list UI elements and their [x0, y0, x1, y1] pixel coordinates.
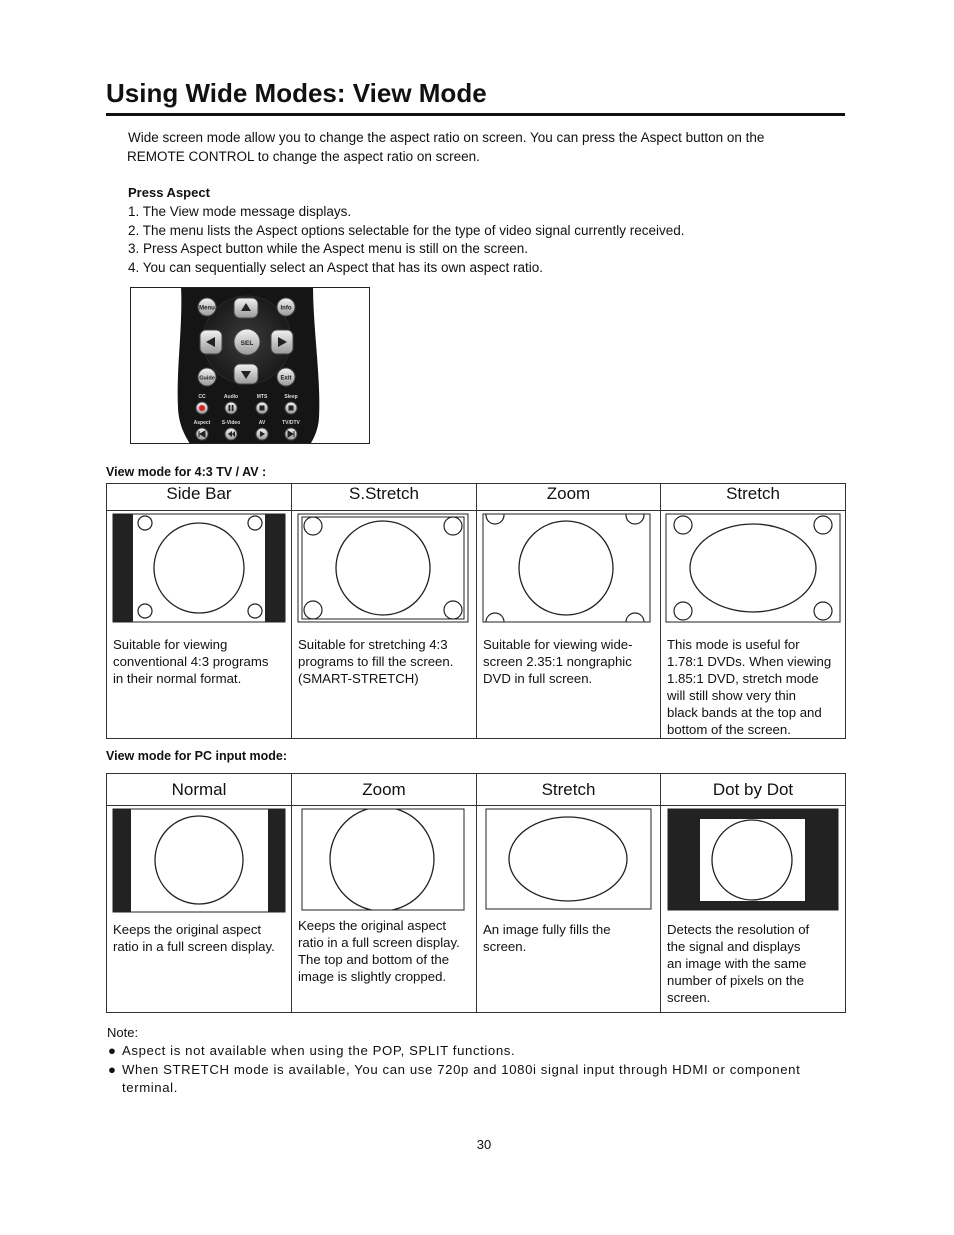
- desc-line: in their normal format.: [113, 671, 242, 686]
- tv-mode-cell: [107, 511, 292, 739]
- intro-line: REMOTE CONTROL to change the aspect ratio on screen.: [127, 149, 480, 164]
- pc-mode-description: [661, 921, 845, 1006]
- aspect-label: Aspect: [193, 420, 211, 426]
- tv-mode-description: [661, 636, 845, 738]
- pc-mode-cell: [661, 806, 846, 1013]
- step-item: 2. The menu lists the Aspect options selectable for the type of video signal currently received.: [128, 222, 685, 238]
- bullet-dot-icon: ●: [108, 1062, 117, 1077]
- tv-mode-name: Stretch: [661, 484, 846, 511]
- pc-mode-cell: [107, 806, 292, 1013]
- pc-mode-description: [292, 917, 476, 985]
- desc-line: The top and bottom of the: [298, 952, 450, 967]
- note-text: terminal.: [122, 1080, 178, 1095]
- desc-line: 1.85:1 DVD, stretch mode: [667, 671, 819, 686]
- tvdtv-label: TV/DTV: [282, 420, 300, 426]
- tv-mode-name: S.Stretch: [292, 484, 477, 511]
- pc-mode-cell: [477, 806, 661, 1013]
- remote-control-illustration: [130, 287, 370, 444]
- menu-button-label: Menu: [199, 305, 215, 312]
- note-heading: Note:: [107, 1025, 139, 1040]
- desc-line: Suitable for viewing: [113, 637, 228, 652]
- side-bar-diagram: [107, 511, 291, 631]
- info-button-label: Info: [280, 305, 292, 312]
- cc-label: CC: [198, 394, 206, 400]
- note-text: Aspect is not available when using the POP, SPLIT functions.: [122, 1043, 516, 1058]
- title-rule: [106, 113, 845, 116]
- desc-line: black bands at the top and: [667, 705, 822, 720]
- pause-icon-bar: [232, 405, 234, 411]
- desc-line: screen.: [483, 939, 527, 954]
- pc-stretch-diagram: [477, 806, 660, 916]
- desc-line: 1.78:1 DVDs. When viewing: [667, 654, 832, 669]
- bullet-dot-icon: ●: [108, 1043, 117, 1058]
- intro-line: Wide screen mode allow you to change the aspect ratio on screen. You can press the Aspect button on the: [128, 130, 765, 145]
- mts-label: MTS: [256, 394, 268, 400]
- exit-button-label: Exit: [280, 375, 292, 382]
- desc-line: This mode is useful for: [667, 637, 800, 652]
- desc-line: conventional 4:3 programs: [113, 654, 269, 669]
- desc-line: an image with the same: [667, 956, 807, 971]
- press-aspect-heading: Press Aspect: [128, 185, 210, 200]
- tv-mode-description: [477, 636, 660, 687]
- dot-by-dot-diagram: [661, 806, 845, 916]
- audio-button: [225, 402, 237, 414]
- tv-mode-name: Zoom: [477, 484, 661, 511]
- desc-line: Detects the resolution of: [667, 922, 810, 937]
- tv-mode-name: Side Bar: [107, 484, 292, 511]
- desc-line: screen 2.35:1 nongraphic: [483, 654, 632, 669]
- s-stretch-diagram: [292, 511, 476, 631]
- remote-control-image: [131, 288, 369, 443]
- steps-list: [128, 203, 848, 277]
- desc-line: Suitable for viewing wide-: [483, 637, 633, 652]
- page-title: Using Wide Modes: View Mode: [106, 78, 487, 108]
- desc-line: ratio in a full screen display.: [113, 939, 275, 954]
- guide-button-label: Guide: [199, 375, 215, 382]
- stretch-diagram: [661, 511, 845, 631]
- audio-label: Audio: [223, 394, 239, 400]
- av-label: AV: [258, 420, 266, 426]
- desc-line: Suitable for stretching 4:3: [298, 637, 448, 652]
- stop-icon: [260, 406, 265, 411]
- desc-line: DVD in full screen.: [483, 671, 593, 686]
- pc-modes-table: [106, 773, 846, 1013]
- tv-mode-cell: [661, 511, 846, 739]
- zoom-diagram: [477, 511, 660, 631]
- pc-section-label: View mode for PC input mode:: [106, 749, 288, 763]
- sleep-label: Sleep: [284, 394, 298, 400]
- desc-line: Keeps the original aspect: [113, 922, 262, 937]
- desc-line: programs to fill the screen.: [298, 654, 454, 669]
- desc-line: bottom of the screen.: [667, 722, 791, 737]
- tv-modes-table: [106, 483, 846, 739]
- step-item: 3. Press Aspect button while the Aspect menu is still on the screen.: [128, 241, 528, 257]
- intro-paragraph: [128, 128, 828, 166]
- svideo-label: S-Video: [221, 420, 241, 426]
- pc-mode-name: Dot by Dot: [661, 774, 846, 806]
- normal-diagram: [107, 806, 291, 916]
- tv-section-label: View mode for 4:3 TV / AV :: [106, 465, 267, 479]
- sel-button-label: SEL: [240, 340, 254, 347]
- pause-icon: [229, 405, 231, 411]
- desc-line: (SMART-STRETCH): [298, 671, 419, 686]
- desc-line: ratio in a full screen display.: [298, 935, 460, 950]
- pc-mode-description: [477, 921, 660, 955]
- desc-line: image is slightly cropped.: [298, 969, 447, 984]
- desc-line: number of pixels on the: [667, 973, 805, 988]
- step-item: 4. You can sequentially select an Aspect that has its own aspect ratio.: [128, 259, 544, 275]
- tv-mode-cell: [292, 511, 477, 739]
- tv-mode-description: [292, 636, 476, 687]
- stop-icon: [289, 406, 294, 411]
- pc-mode-description: [107, 921, 291, 955]
- page-number: 30: [476, 1137, 492, 1152]
- pc-mode-cell: [292, 806, 477, 1013]
- note-bullet: [108, 1061, 838, 1097]
- pc-mode-name: Normal: [107, 774, 292, 806]
- note-text: When STRETCH mode is available, You can use 720p and 1080i signal input through HDMI or component: [122, 1062, 801, 1077]
- pc-mode-name: Zoom: [292, 774, 477, 806]
- desc-line: An image fully fills the: [483, 922, 611, 937]
- desc-line: screen.: [667, 990, 711, 1005]
- step-item: 1. The View mode message displays.: [128, 204, 352, 219]
- desc-line: will still show very thin: [667, 688, 796, 703]
- note-bullet: [108, 1042, 838, 1060]
- tv-mode-cell: [477, 511, 661, 739]
- tv-mode-description: [107, 636, 291, 687]
- record-dot-icon: [199, 405, 205, 411]
- desc-line: Keeps the original aspect: [298, 918, 447, 933]
- desc-line: the signal and displays: [667, 939, 801, 954]
- pc-zoom-diagram: [292, 806, 476, 912]
- pc-mode-name: Stretch: [477, 774, 661, 806]
